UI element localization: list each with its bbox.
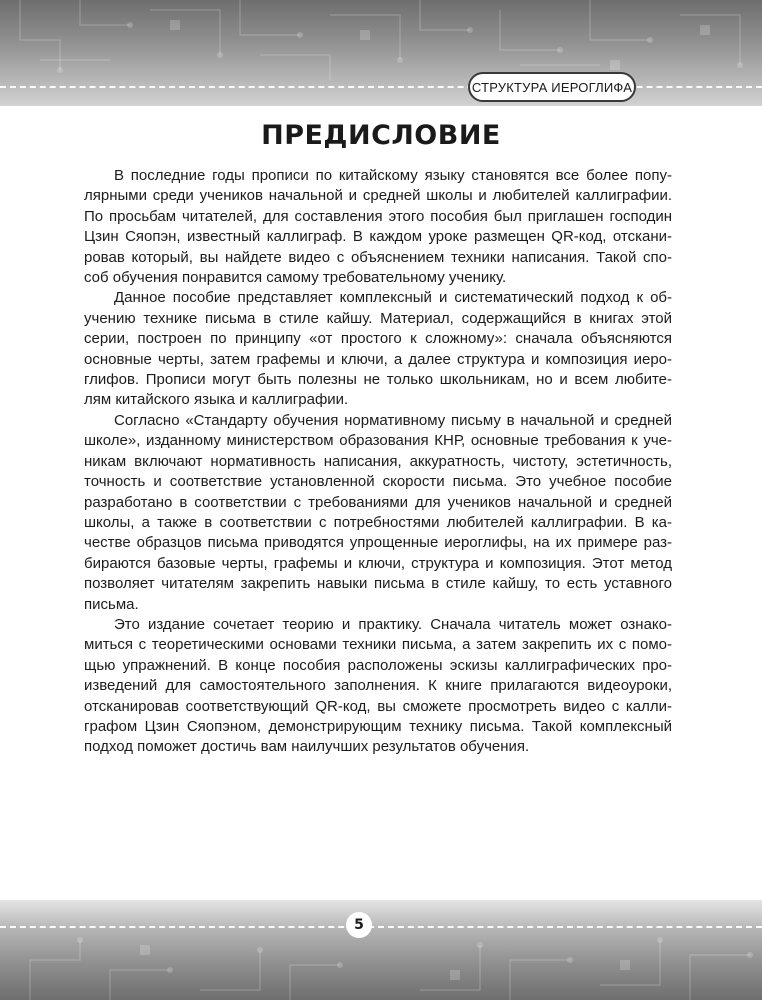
text-line: бираются базовые черты, графемы и ключи, структура и композиция. Этот метод: [84, 554, 672, 572]
text-line: Данное пособие представляет комплексный и систематический подход к об-: [114, 289, 672, 307]
section-tag: СТРУКТУРА ИЕРОГЛИФА: [468, 72, 636, 102]
paragraph: [84, 288, 672, 410]
circuit-pattern-icon: [0, 900, 762, 1000]
footer-dashed-line: [0, 926, 762, 928]
text-line: графом Цзин Сяопэном, демонстрирующим технику письма. Такой комплексный: [84, 717, 672, 735]
text-line: школе», изданному министерством образования КНР, основные требования к уче-: [84, 432, 672, 450]
text-line: Согласно «Стандарту обучения нормативному письму в начальной и средней: [114, 411, 672, 429]
text-line: ровав который, вы найдете видео с объяснением техники написания. Такой спо-: [84, 248, 672, 266]
text-line: школы, а также в соответствии с потребностями любителей каллиграфии. В ка-: [84, 513, 672, 531]
text-line: глифов. Прописи могут быть полезны не только школьникам, но и всем любите-: [84, 371, 672, 389]
text-line: разработано в соответствии с требованиями для учеников начальной и средней: [84, 493, 672, 511]
text-line: позволяет читателям закрепить навыки письма в стиле кайшу, то есть уставного: [84, 575, 672, 593]
text-line: основные черты, затем графемы и ключи, а далее структура и композиция иеро-: [84, 350, 672, 368]
circuit-pattern-icon: [0, 0, 762, 106]
text-line: отсканировав соответствующий QR-код, вы сможете просмотреть видео с калли-: [84, 697, 672, 715]
page-title: ПРЕДИСЛОВИЕ: [261, 120, 501, 151]
text-line: серии, построен по принципу «от простого к сложному»: сначала объясняются: [84, 330, 672, 348]
text-line: соб обучения понравится самому требовательному ученику.: [84, 269, 507, 287]
page-number: 5: [346, 912, 372, 938]
text-line: подход поможет достичь вам наилучших результатов обучения.: [84, 738, 530, 756]
text-line: щью упражнений. В конце пособия расположены эскизы каллиграфических про-: [84, 656, 672, 674]
text-line: В последние годы прописи по китайскому языку становятся все более попу-: [114, 167, 672, 184]
text-line: миться с теоретическими основами техники письма, а затем закрепить их с помо-: [84, 636, 672, 654]
text-line: Цзин Сяопэн, известный каллиграф. В каждом уроке размещен QR-код, отскани-: [84, 228, 672, 246]
body-text: [84, 166, 672, 758]
text-line: никам включают нормативность написания, аккуратность, чистоту, эстетичность,: [84, 452, 672, 470]
paragraph: [84, 411, 672, 615]
text-line: честве образцов письма приводятся упрощенные иероглифы, на их примере раз-: [84, 534, 672, 552]
header-band: [0, 0, 762, 106]
text-line: лям китайского языка и каллиграфии.: [84, 391, 349, 409]
text-line: письма.: [84, 595, 139, 613]
header-dashed-line: [0, 86, 762, 88]
text-line: учению технике письма в стиле кайшу. Материал, содержащийся в книгах этой: [84, 309, 672, 327]
paragraph: [84, 166, 672, 288]
text-line: изведений для самостоятельного заполнения. К книге прилагаются видеоуроки,: [84, 677, 672, 695]
text-line: точность и соответствие установленной скорости письма. Это учебное пособие: [84, 473, 672, 491]
paragraph: [84, 615, 672, 758]
footer-band: [0, 900, 762, 1000]
text-line: Это издание сочетает теорию и практику. Сначала читатель может ознако-: [114, 615, 672, 633]
text-line: По просьбам читателей, для составления этого пособия был приглашен господин: [84, 207, 672, 225]
text-line: лярными среди учеников начальной и средней школы и любителей каллиграфии.: [84, 187, 672, 205]
